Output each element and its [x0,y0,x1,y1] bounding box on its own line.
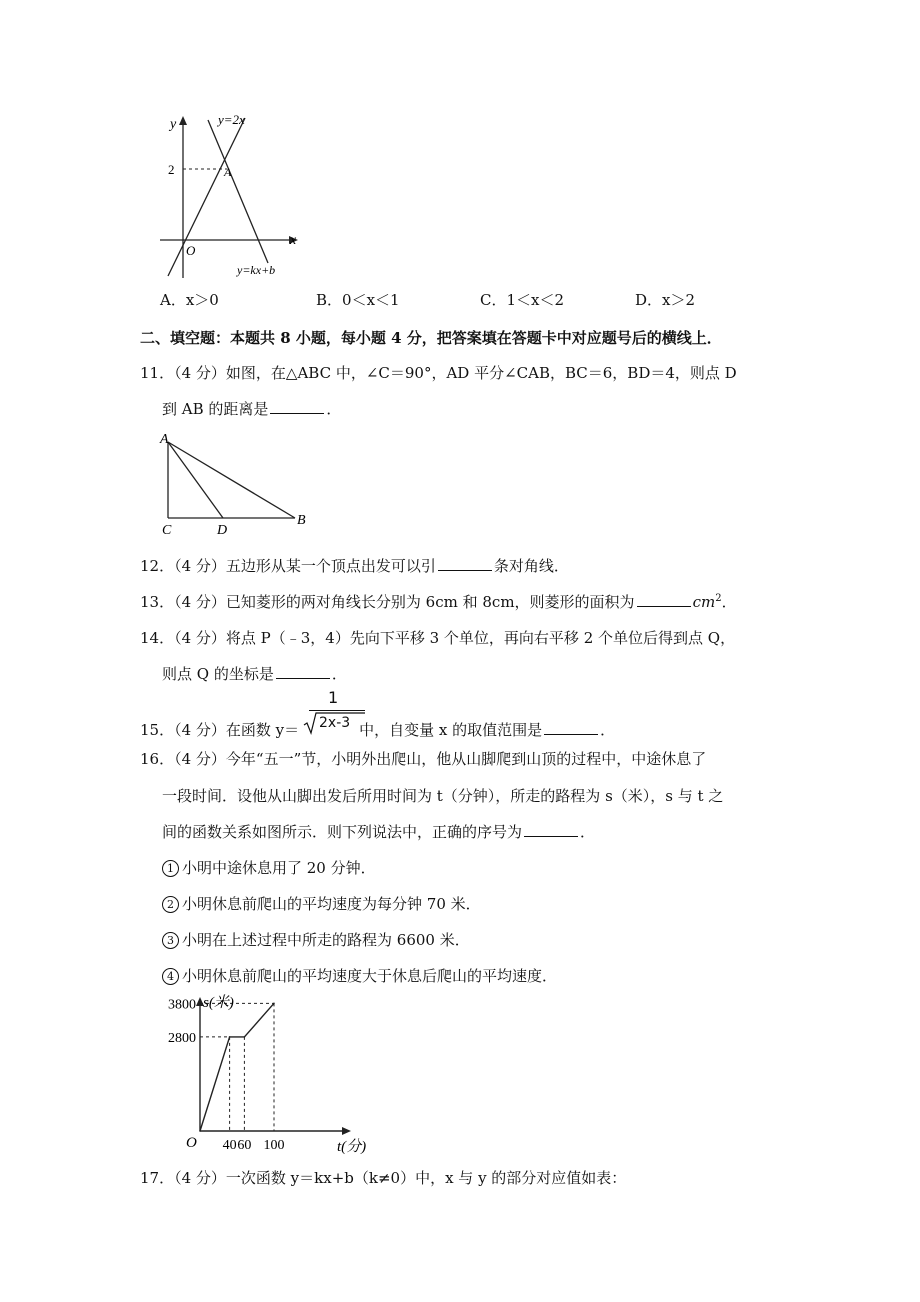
chart-origin: O [186,1135,197,1151]
q10-line1-label: y=2x [218,112,245,127]
q16-mark-1: 1 [162,860,179,877]
q11-label-a: A [160,432,169,447]
q10-tick-2: 2 [168,162,175,177]
q12 [140,555,569,576]
q12-score: （4 分） [174,557,226,575]
q11-line1 [140,362,737,383]
chart-y-tick-3800: 3800 [168,997,196,1013]
q13-end: ． [721,593,737,611]
chart-point-3 [273,1003,275,1005]
q16-line2: 一段时间．设他从山脚出发后所用时间为 t（分钟），所走的路程为 s（米），s 与 t 之 [162,787,724,805]
q16-statement-4 [162,965,557,986]
section2-header: 二、填空题：本题共 8 小题，每小题 4 分，把答案填在答题卡中对应题号后的横线上． [140,329,722,347]
q11-text1: 如图，在△ABC 中，∠C＝90°，AD 平分∠CAB，BC＝6，BD＝4，则点 D [225,364,737,382]
q10-option-c: C．1＜x＜2 [480,291,565,309]
q12-answer-blank[interactable] [438,556,492,571]
q10-x-label: x [290,233,297,248]
q11-line2 [162,398,341,419]
q11-ad [168,442,223,518]
chart-series-line [200,1003,274,1131]
q16-text1: 今年“五一”节，小明外出爬山，他从山脚爬到山顶的过程中，中途休息了 [225,750,707,768]
q12-text-b: 条对角线． [493,557,569,575]
chart-x-tick-100: 100 [263,1138,285,1153]
q16-statement-text-1: 小明中途休息用了 20 分钟． [182,859,376,877]
q16-statement-text-2: 小明休息前爬山的平均速度为每分钟 70 米． [182,895,481,913]
q15-num: 15． [140,721,175,739]
q11-answer-blank[interactable] [270,399,324,414]
q13-answer-blank[interactable] [637,592,691,607]
q11-end: ． [326,400,342,418]
q15-fraction [303,688,365,740]
q16-line3 [162,821,595,842]
chart-point-1 [229,1036,231,1038]
q10-option-b: B．0＜x＜1 [316,291,400,309]
q14-text2: 则点 Q 的坐标是 [162,665,274,683]
q13 [140,591,737,612]
q17-score: （4 分） [174,1169,226,1187]
q14-score: （4 分） [174,629,226,647]
q15-radicand: 2x-3 [319,715,351,731]
q16-statement-2 [162,893,481,914]
q10-option-d: D．x＞2 [635,291,696,309]
q16-mark-4: 4 [162,968,179,985]
q14-line1 [140,627,735,648]
chart-x-arrow [342,1127,351,1135]
q17 [140,1167,626,1188]
q11-figure [155,428,325,540]
q10-line-kxb [208,120,268,263]
chart-x-tick-40: 40 [222,1138,237,1153]
q15 [140,719,615,740]
q16-num: 16． [140,750,175,768]
q11-ab [168,442,295,518]
chart-x-label: t(分) [337,1139,367,1155]
q17-text: 一次函数 y＝kx+b（k≠0）中，x 与 y 的部分对应值如表： [225,1169,627,1187]
q11-num: 11． [140,364,175,382]
q10-line-2x [168,118,245,276]
q13-score: （4 分） [174,593,226,611]
q11-label-c: C [162,523,172,538]
q10-option-a: A．x＞0 [160,291,219,309]
q17-num: 17． [140,1169,175,1187]
q10-figure [150,108,320,283]
q16-statement-1 [162,857,376,878]
q16-text3: 间的函数关系如图所示．则下列说法中，正确的序号为 [162,823,523,841]
q16-statement-3 [162,929,470,950]
chart-point-2 [244,1036,246,1038]
q15-answer-blank[interactable] [544,720,598,735]
q10-line2-label: y=kx+b [237,263,276,277]
chart-point-0 [199,1130,201,1132]
q12-text-a: 五边形从某一个顶点出发可以引 [225,557,436,575]
q11-text2: 到 AB 的距离是 [162,400,269,418]
q13-text: 已知菱形的两对角线长分别为 6cm 和 8cm，则菱形的面积为 [225,593,635,611]
q16-score: （4 分） [174,750,226,768]
q11-score: （4 分） [174,364,226,382]
chart-y-tick-2800: 2800 [168,1030,196,1046]
q10-origin: O [186,243,196,258]
q14-end: ． [331,665,347,683]
q15-score: （4 分） [174,721,226,739]
q14-num: 14． [140,629,175,647]
q16-mark-2: 2 [162,896,179,913]
q16-statement-text-3: 小明在上述过程中所走的路程为 6600 米． [182,931,470,949]
q13-unit: cm [692,593,716,611]
q15-end: ． [600,721,616,739]
q14-line2 [162,663,347,684]
q16-statement-text-4: 小明休息前爬山的平均速度大于休息后爬山的平均速度． [182,967,558,985]
q15-numerator: 1 [328,688,339,707]
q11-label-d: D [217,523,228,538]
q11-label-b: B [297,513,306,528]
q15-text-b: 中，自变量 x 的取值范围是 [359,721,543,739]
q16-end: ． [580,823,596,841]
q10-y-arrow [179,116,187,125]
q13-sup: 2 [715,593,722,604]
q12-num: 12． [140,557,175,575]
q10-point-a: A [224,165,232,179]
q10-y-label: y [170,117,177,132]
q14-text1: 将点 P（﹣3，4）先向下平移 3 个单位，再向右平移 2 个单位后得到点 Q， [225,629,736,647]
chart-y-label: s(米) [203,995,234,1011]
q14-answer-blank[interactable] [276,664,330,679]
q15-text-a: 在函数 y＝ [225,721,300,739]
q16-line1 [140,748,706,769]
q16-mark-3: 3 [162,932,179,949]
chart-x-tick-60: 60 [237,1138,252,1153]
q16-answer-blank[interactable] [524,822,578,837]
q13-num: 13． [140,593,175,611]
q16-chart [165,993,385,1155]
